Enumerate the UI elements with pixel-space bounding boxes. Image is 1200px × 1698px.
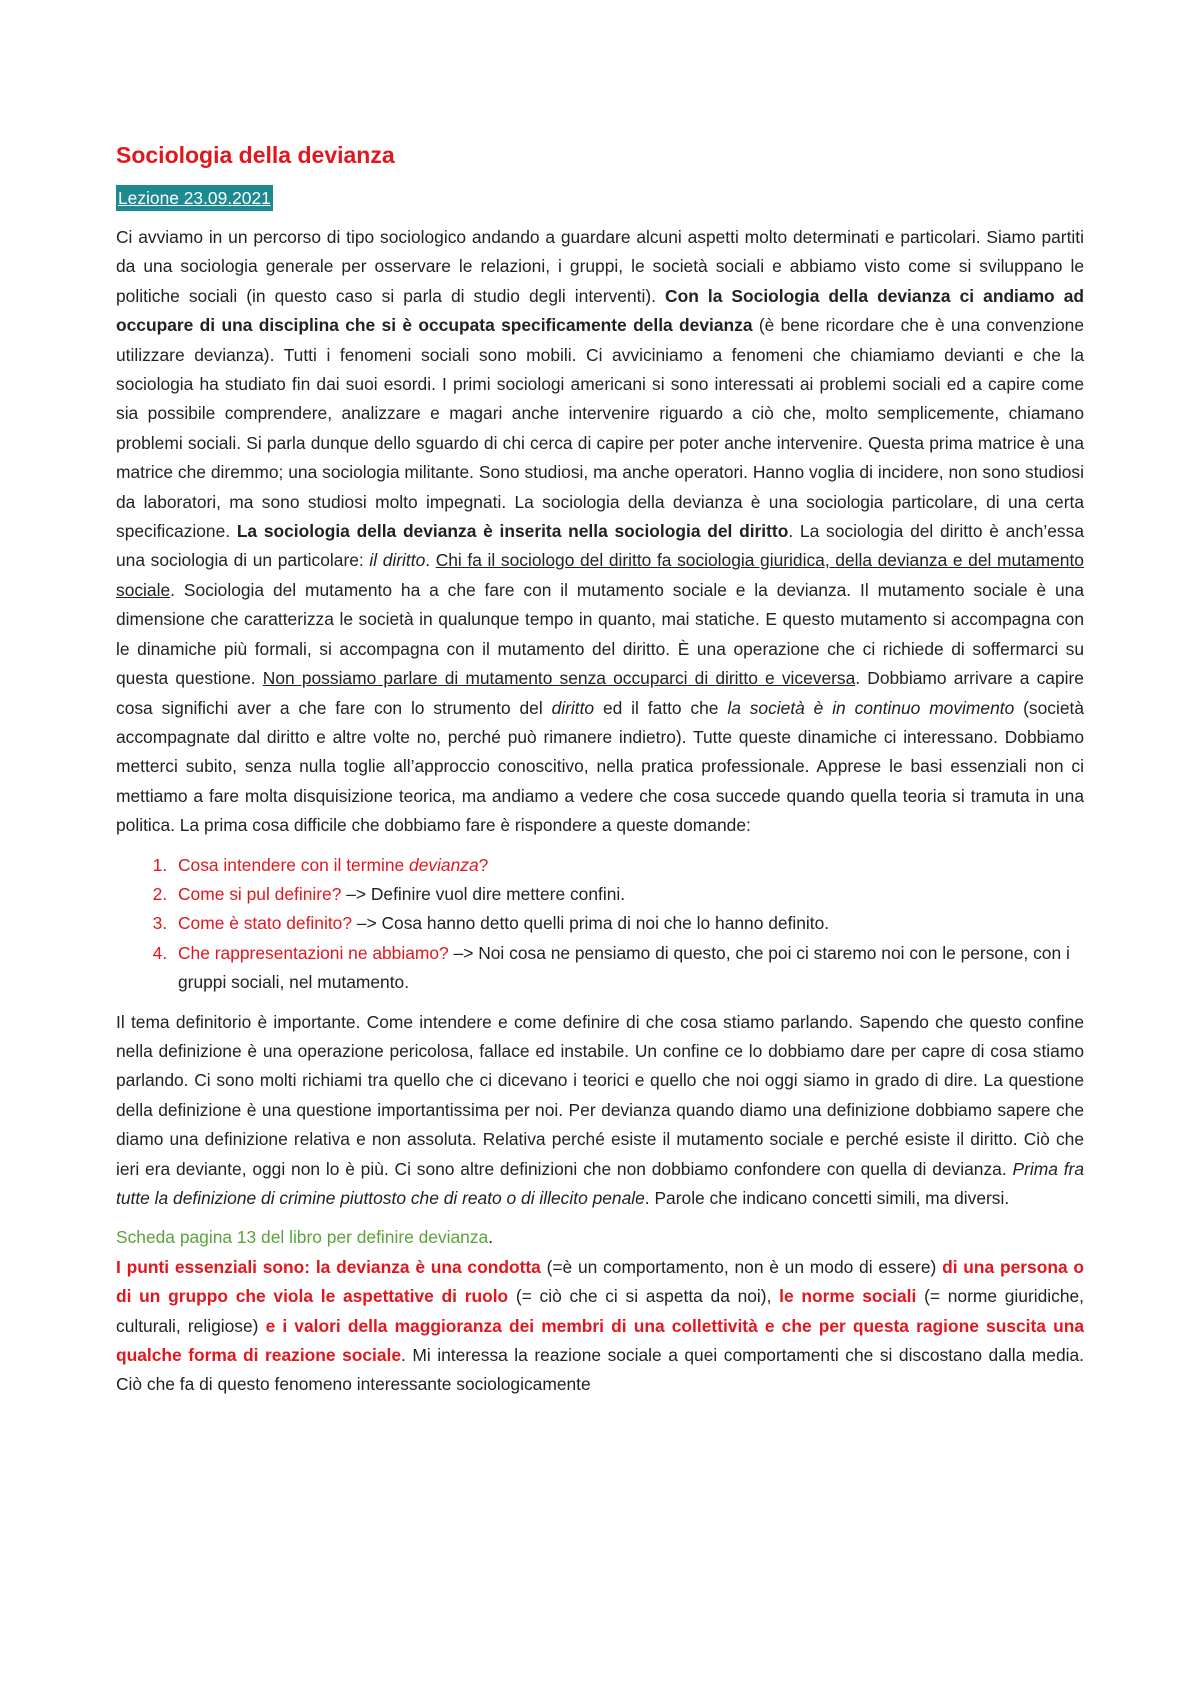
document-title: Sociologia della devianza: [116, 142, 395, 168]
list-item: 3. Come è stato definito? –> Cosa hanno detto quelli prima di noi che lo hanno definito.: [172, 909, 1084, 938]
document-body: [116, 140, 1084, 1400]
scheda-reference: Scheda pagina 13 del libro per definire devianza.: [116, 1227, 494, 1248]
list-item: 4. Che rappresentazioni ne abbiamo? –> Noi cosa ne pensiamo di questo, che poi ci staremo noi con le persone, con i gruppi sociali, nel mutamento.: [172, 939, 1084, 998]
list-item: 1. Cosa intendere con il termine devianza?: [172, 851, 1084, 880]
paragraph-key-points: I punti essenziali sono: la devianza è una condotta (=è un comportamento, non è un modo di essere) di una persona o di un gruppo che viola le aspettative di ruolo (= ciò che ci si aspetta da noi), le norme sociali (= norme giuridiche, culturali, religiose) e i valori della maggioranza dei membri di una collettività e che per questa ragione suscita una qualche forma di reazione sociale. Mi interessa la reazione sociale a quei comportamenti che si discostano dalla media. Ciò che fa di questo fenomeno interessante sociologicamente: [116, 1256, 1085, 1395]
list-item: 2. Come si pul definire? –> Definire vuol dire mettere confini.: [172, 880, 1084, 909]
paragraph-intro: Ci avviamo in un percorso di tipo sociologico andando a guardare alcuni aspetti molto determinati e particolari. Siamo partiti da una sociologia generale per osservare le relazioni, i gruppi, le società sociali e abbiamo visto come si sviluppano le politiche sociali (in questo caso si parla di studio degli interventi). Con la Sociologia della devianza ci andiamo ad occupare di una disciplina che si è occupata specificamente della devianza (è bene ricordare che è una convenzione utilizzare devianza). Tutti i fenomeni sociali sono mobili. Ci avviciniamo a fenomeni che chiamiamo devianti e che la sociologia ha studiato fin dai suoi esordi. I primi sociologi americani si sono interessati ai problemi sociali ed a capire come sia possibile comprendere, analizzare e magari anche intervenire riguardo a ciò che, molto semplicemente, chiamano problemi sociali. Si parla dunque dello sguardo di chi cerca di capire per poter anche intervenire. Questa prima matrice è una matrice che diremmo; una sociologia militante. Sono studiosi, ma anche operatori. Hanno voglia di incidere, non sono studiosi da laboratori, ma sono studiosi molto impegnati. La sociologia della devianza è una sociologia particolare, di una certa specificazione. La sociologia della devianza è inserita nella sociologia del diritto. La sociologia del diritto è anch’essa una sociologia di un particolare: il diritto. Chi fa il sociologo del diritto fa sociologia giuridica, della devianza e del mutamento sociale. Sociologia del mutamento ha a che fare con il mutamento sociale e la devianza. Il mutamento sociale è una dimensione che caratterizza le società in qualunque tempo in quanto, mai statiche. E questo mutamento si accompagna con le dinamiche più formali, si accompagna con il mutamento del diritto. È una operazione che ci richiede di soffermarci su questa questione. Non possiamo parlare di mutamento senza occuparci di diritto e viceversa. Dobbiamo arrivare a capire cosa significhi aver a che fare con lo strumento del diritto ed il fatto che la società è in continuo movimento (società accompagnate dal diritto e altre volte no, perché può rimanere indietro). Tutte queste dinamiche ci interessano. Dobbiamo metterci subito, senza nulla toglie all’approccio conoscitivo, nella pratica professionale. Apprese le basi essenziali non ci mettiamo a fare molta disquisizione teorica, ma andiamo a vedere che cosa succede quando quella teoria si tramuta in una politica. La prima cosa difficile che dobbiamo fare è rispondere a queste domande:: [116, 227, 1084, 836]
lesson-date-heading: Lezione 23.09.2021: [116, 185, 273, 211]
questions-list: [116, 851, 1084, 998]
paragraph-definition: Il tema definitorio è importante. Come intendere e come definire di che cosa stiamo parlando. Sapendo che questo confine nella definizione è una operazione pericolosa, fallace ed instabile. Un confine ce lo dobbiamo dare per capre di cosa stiamo parlando. Ci sono molti richiami tra quello che ci dicevano i teorici e quello che noi oggi siamo in grado di dire. La questione della definizione è una questione importantissima per noi. Per devianza quando diamo una definizione dobbiamo sapere che diamo una definizione relativa e non assoluta. Relativa perché esiste il mutamento sociale e perché esiste il diritto. Ciò che ieri era deviante, oggi non lo è più. Ci sono altre definizioni che non dobbiamo confondere con quella di devianza. Prima fra tutte la definizione di crimine piuttosto che di reato o di illecito penale. Parole che indicano concetti simili, ma diversi.: [116, 1011, 1084, 1208]
